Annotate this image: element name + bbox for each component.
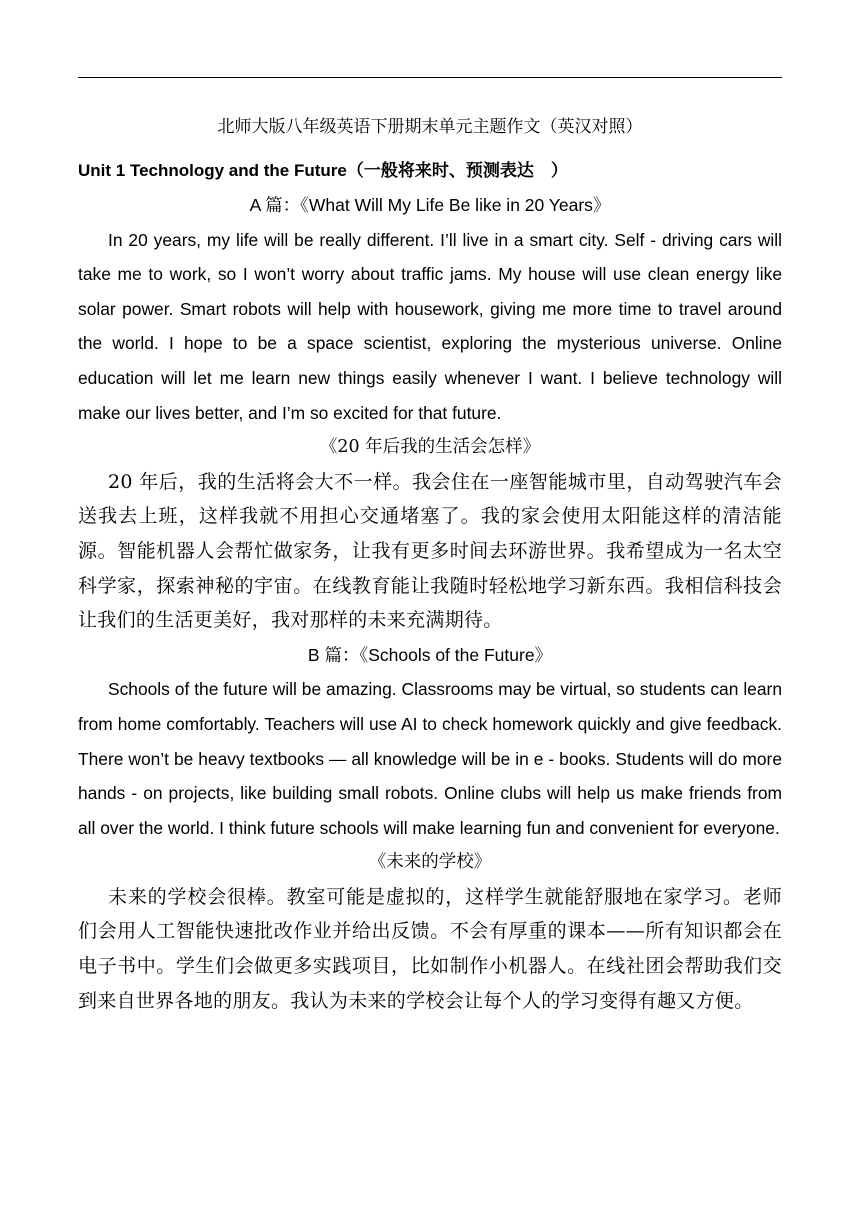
essay-b-chinese: 未来的学校会很棒。教室可能是虚拟的，这样学生就能舒服地在家学习。老师们会用人工智能快速批改作业并给出反馈。不会有厚重的课本——所有知识都会在电子书中。学生们会做更多实践项目，比如制作小机器人。在线社团会帮助我们交到来自世界各地的朋友。我认为未来的学校会让每个人的学习变得有趣又方便。 bbox=[78, 885, 782, 1012]
unit-heading bbox=[78, 154, 782, 188]
essay-b-chinese-heading: 《未来的学校》 bbox=[368, 852, 492, 873]
essay-a-chinese: 20 年后，我的生活将会大不一样。我会住在一座智能城市里，自动驾驶汽车会送我去上班，这样我就不用担心交通堵塞了。我的家会使用太阳能这样的清洁能源。智能机器人会帮忙做家务，让我有更多时间去环游世界。我希望成为一名太空科学家，探索神秘的宇宙。在线教育能让我随时轻松地学习新东西。我相信科技会让我们的生活更美好，我对那样的未来充满期待。 bbox=[78, 470, 782, 632]
essay-a-heading: A 篇：《What Will My Life Be like in 20 Years》 bbox=[249, 195, 611, 215]
header-rule bbox=[78, 77, 782, 78]
document-body bbox=[78, 110, 782, 1018]
essay-a-chinese-heading: 《20 年后我的生活会怎样》 bbox=[319, 437, 541, 458]
essay-b-heading: B 篇：《Schools of the Future》 bbox=[307, 644, 553, 665]
unit-label: Unit 1 Technology and the Future bbox=[78, 161, 347, 180]
unit-note: （一般将来时、预测表达 ） bbox=[346, 161, 568, 181]
document-title: 北师大版八年级英语下册期末单元主题作文（英汉对照） bbox=[217, 117, 643, 137]
essay-a-english: In 20 years, my life will be really different. I’ll live in a smart city. Self - driving cars will take me to work, so I won’t worry about traffic jams. My house will use clean energy like solar power. Smart robots will help with housework, giving me more time to travel around the world. I hope to be a space scientist, exploring the mysterious universe. Online education will let me learn new things easily whenever I want. I believe technology will make our lives better, and I’m so excited for that future. bbox=[78, 229, 782, 423]
essay-b-english: Schools of the future will be amazing. Classrooms may be virtual, so students can learn from home comfortably. Teachers will use AI to check homework quickly and give feedback. There won’t be heavy textbooks — all knowledge will be in e - books. Students will do more hands - on projects, like building small robots. Online clubs will help us make friends from all over the world. I think future schools will make learning fun and convenient for everyone. bbox=[78, 679, 782, 838]
